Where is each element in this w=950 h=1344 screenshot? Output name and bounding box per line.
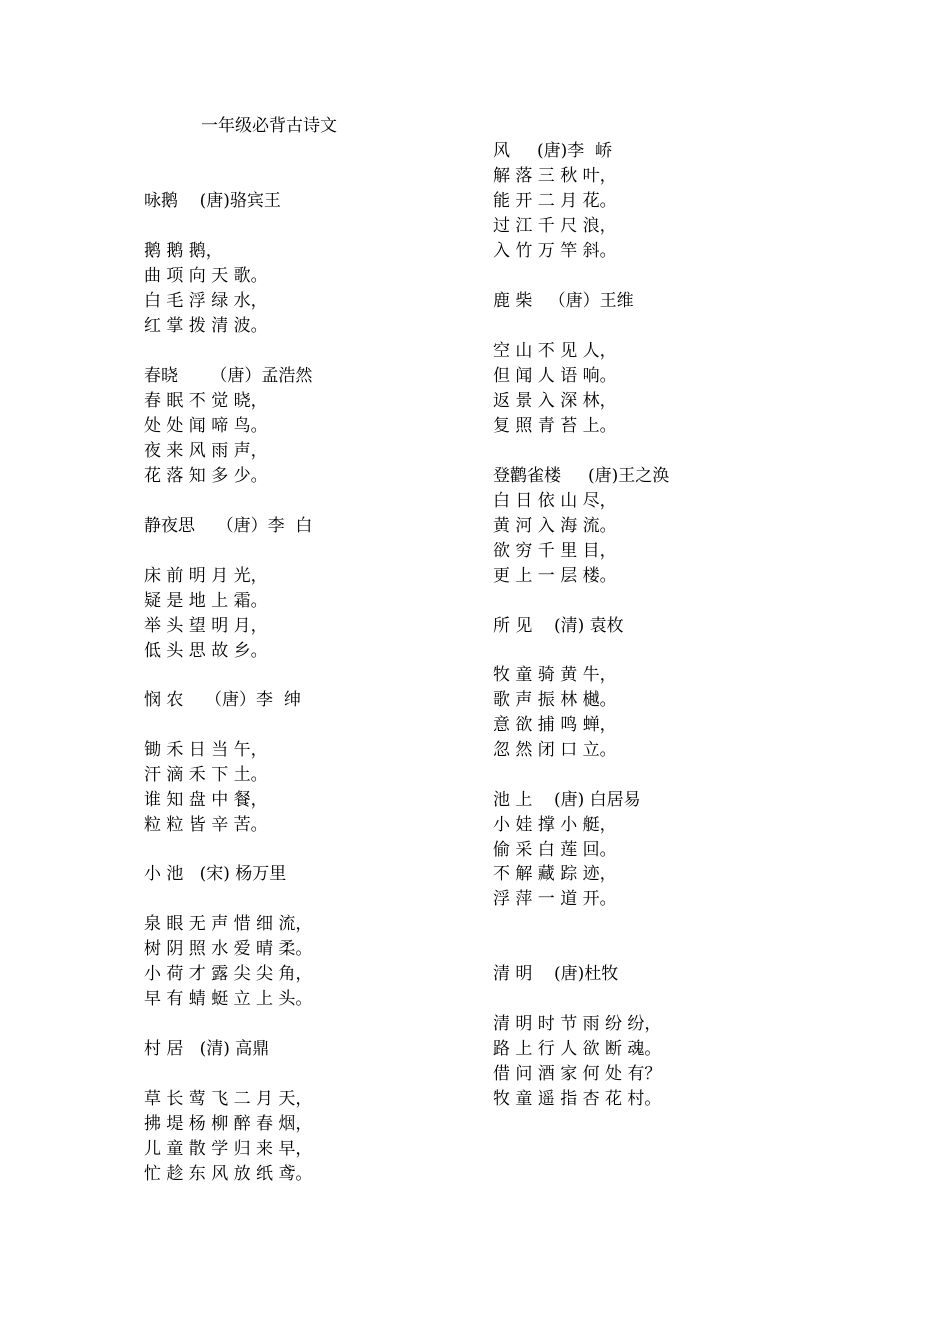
poem-line: 花 落 知 多 少。 — [144, 466, 268, 486]
poem-line: 泉 眼 无 声 惜 细 流， — [144, 914, 313, 934]
poem-line: 偷 采 白 莲 回。 — [493, 840, 617, 860]
poem-line: 空 山 不 见 人， — [493, 341, 617, 361]
poem-line: 但 闻 人 语 响。 — [493, 366, 617, 386]
poem-line: 浮 萍 一 道 开。 — [493, 889, 617, 909]
poem-line: 黄 河 入 海 流。 — [493, 516, 617, 536]
poem-line: 儿 童 散 学 归 来 早， — [144, 1139, 313, 1159]
poem-heading: 小 池 (宋) 杨万里 — [144, 864, 287, 884]
poem-line: 早 有 蜻 蜓 立 上 头。 — [144, 989, 313, 1009]
poem-line: 夜 来 风 雨 声， — [144, 441, 268, 461]
poem-line: 解 落 三 秋 叶， — [493, 166, 617, 186]
poem-line: 粒 粒 皆 辛 苦。 — [144, 815, 268, 835]
poem-line: 更 上 一 层 楼。 — [493, 566, 617, 586]
poem-line: 小 娃 撑 小 艇， — [493, 815, 617, 835]
poem-line: 清 明 时 节 雨 纷 纷， — [493, 1014, 662, 1034]
poem-heading: 村 居 (清) 高鼎 — [144, 1039, 270, 1059]
poem-line: 树 阴 照 水 爱 晴 柔。 — [144, 939, 313, 959]
poem-line: 忽 然 闭 口 立。 — [493, 740, 617, 760]
poem-line: 低 头 思 故 乡。 — [144, 641, 268, 661]
poem-line: 疑 是 地 上 霜。 — [144, 591, 268, 611]
poem-line: 牧 童 遥 指 杏 花 村。 — [493, 1089, 662, 1109]
poem-line: 红 掌 拨 清 波。 — [144, 316, 268, 336]
poem-line: 返 景 入 深 林， — [493, 391, 617, 411]
poem-line: 汗 滴 禾 下 土。 — [144, 765, 268, 785]
poem-line: 不 解 藏 踪 迹， — [493, 864, 617, 884]
poem-line: 举 头 望 明 月， — [144, 616, 268, 636]
poem-line: 复 照 青 苔 上。 — [493, 416, 617, 436]
poem-line: 谁 知 盘 中 餐， — [144, 790, 268, 810]
poem-line: 鹅 鹅 鹅， — [144, 241, 223, 261]
poem-heading: 咏鹅 (唐)骆宾王 — [144, 191, 281, 211]
poem-heading: 静夜思 （唐）李 白 — [144, 516, 313, 536]
poem-line: 曲 项 向 天 歌。 — [144, 266, 268, 286]
poem-line: 拂 堤 杨 柳 醉 春 烟， — [144, 1114, 313, 1134]
page-title: 一年级必背古诗文 — [201, 116, 337, 136]
poem-line: 意 欲 捕 鸣 蝉， — [493, 715, 617, 735]
poem-line: 床 前 明 月 光， — [144, 566, 268, 586]
poem-line: 路 上 行 人 欲 断 魂。 — [493, 1039, 662, 1059]
poem-line: 牧 童 骑 黄 牛， — [493, 665, 617, 685]
poem-line: 白 日 依 山 尽， — [493, 491, 617, 511]
poem-line: 白 毛 浮 绿 水， — [144, 291, 268, 311]
poem-line: 入 竹 万 竿 斜。 — [493, 241, 617, 261]
poem-heading: 清 明 (唐)杜牧 — [493, 964, 619, 984]
poem-heading: 鹿 柴 （唐）王维 — [493, 291, 634, 311]
poem-heading: 池 上 (唐) 白居易 — [493, 790, 641, 810]
poem-line: 借 问 酒 家 何 处 有？ — [493, 1064, 662, 1084]
poem-line: 春 眠 不 觉 晓， — [144, 391, 268, 411]
poem-line: 草 长 莺 飞 二 月 天， — [144, 1089, 313, 1109]
poem-heading: 风 (唐)李 峤 — [493, 141, 613, 161]
poem-heading: 所 见 (清) 袁枚 — [493, 616, 624, 636]
poem-heading: 悯 农 （唐）李 绅 — [144, 690, 301, 710]
poem-line: 能 开 二 月 花。 — [493, 191, 617, 211]
poem-line: 忙 趁 东 风 放 纸 鸢。 — [144, 1164, 313, 1184]
poem-line: 过 江 千 尺 浪， — [493, 216, 617, 236]
poem-line: 处 处 闻 啼 鸟。 — [144, 416, 268, 436]
poem-line: 欲 穷 千 里 目， — [493, 541, 617, 561]
poem-heading: 春晓 （唐）孟浩然 — [144, 366, 313, 386]
poem-heading: 登鹳雀楼 (唐)王之涣 — [493, 466, 670, 486]
poem-line: 小 荷 才 露 尖 尖 角， — [144, 964, 313, 984]
poem-line: 锄 禾 日 当 午， — [144, 740, 268, 760]
poem-line: 歌 声 振 林 樾。 — [493, 690, 617, 710]
